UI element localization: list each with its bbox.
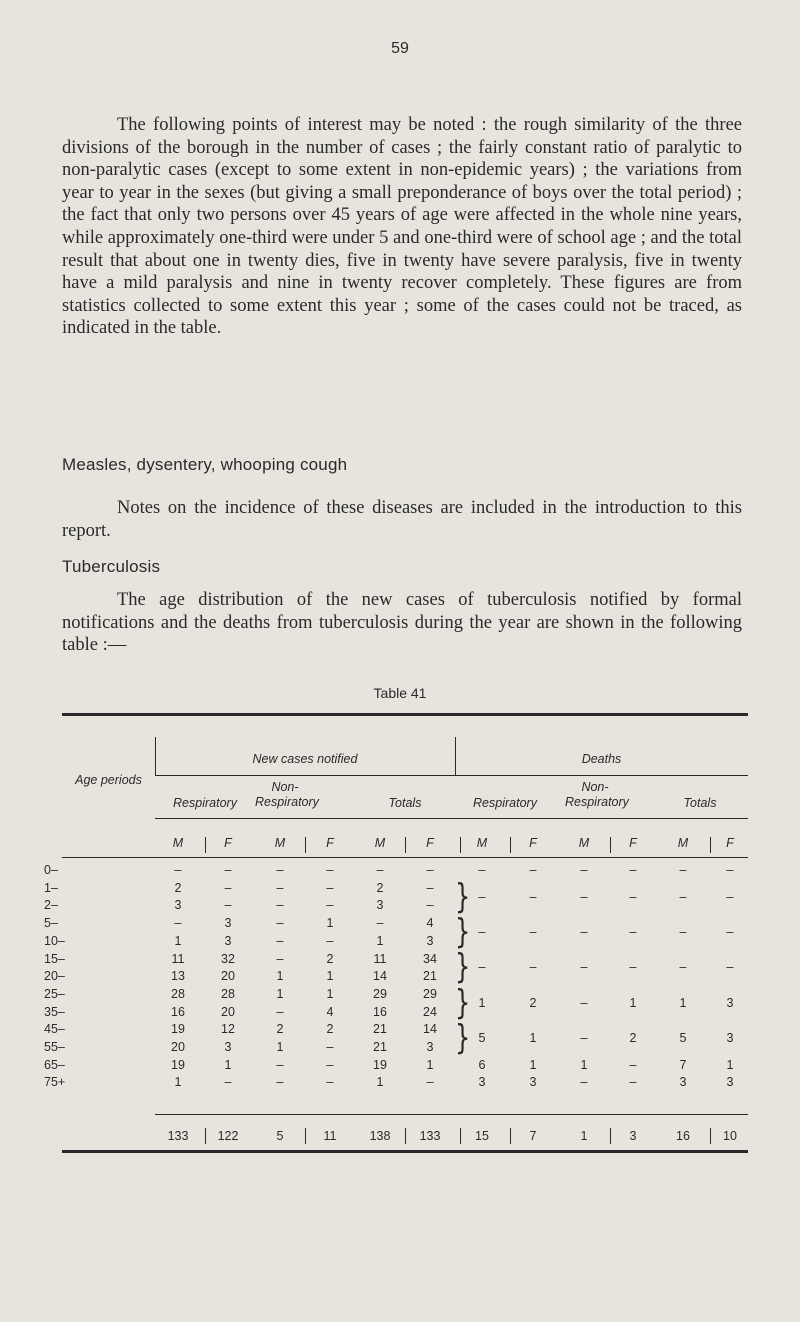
new-cases-cell: – xyxy=(276,863,284,877)
new-cases-cell: – xyxy=(276,916,284,931)
new-cases-cell: – xyxy=(326,933,334,948)
new-cases-cell: – xyxy=(276,1004,284,1019)
new-cases-cell: 24 xyxy=(423,1004,437,1019)
totals-cell: 10 xyxy=(723,1129,737,1143)
new-cases-cell: 3 xyxy=(224,1040,232,1054)
tuberculosis-text: The age distribution of the new cases of tuberculosis notified by formal notifications and the deaths from tuberculosis during the year are shown in the following table :— xyxy=(62,590,742,656)
new-cases-cell: 14 xyxy=(423,1022,437,1037)
column-divider xyxy=(205,837,206,853)
column-divider xyxy=(205,1128,206,1144)
age-period: 1– xyxy=(44,880,58,895)
totals-cell: 1 xyxy=(580,1129,588,1143)
age-periods-header: Age periods xyxy=(75,773,142,787)
new-cases-cell: – xyxy=(224,880,232,895)
totals-cell: 11 xyxy=(323,1129,337,1143)
totals-cell: 133 xyxy=(419,1129,441,1143)
new-cases-cell: 2 xyxy=(326,1022,334,1037)
new-non-respiratory-header: Non- Respiratory xyxy=(255,780,319,809)
column-divider xyxy=(610,1128,611,1144)
measles-text: Notes on the incidence of these diseases are included in the introduction to this report. xyxy=(62,498,742,541)
section-heading-tuberculosis: Tuberculosis xyxy=(62,557,161,576)
new-respiratory-header: Respiratory xyxy=(173,796,237,810)
section-heading-measles: Measles, dysentery, whooping cough xyxy=(62,455,348,474)
new-cases-cell: 20 xyxy=(221,1004,235,1019)
new-cases-cell: 20 xyxy=(171,1040,185,1054)
new-cases-cell: 11 xyxy=(373,951,387,966)
new-cases-cell: 4 xyxy=(326,1004,334,1019)
deaths-cell: 3 xyxy=(679,1075,687,1090)
row-group-brace: } xyxy=(455,947,471,987)
new-cases-cell: 11 xyxy=(171,951,185,966)
deaths-cell: – xyxy=(580,995,588,1010)
deaths-cell: 3 xyxy=(726,1075,734,1090)
deaths-cell: – xyxy=(726,924,734,939)
section-text-measles xyxy=(62,497,742,542)
new-cases-cell: 3 xyxy=(376,898,384,913)
new-cases-cell: 1 xyxy=(426,1057,434,1072)
deaths-cell: 1 xyxy=(580,1057,588,1072)
deaths-cell: 3 xyxy=(478,1075,486,1090)
new-cases-cell: 12 xyxy=(221,1022,235,1037)
new-cases-cell: – xyxy=(224,898,232,913)
new-cases-cell: 1 xyxy=(276,986,284,1001)
deaths-cell: 5 xyxy=(478,1031,486,1046)
new-cases-cell: – xyxy=(224,1075,232,1090)
new-cases-cell: 19 xyxy=(373,1057,387,1072)
new-cases-cell: – xyxy=(426,863,434,877)
column-divider xyxy=(305,1128,306,1144)
row-group-brace: } xyxy=(455,876,471,917)
deaths-cell: – xyxy=(629,863,637,877)
deaths-header: Deaths xyxy=(581,752,622,766)
new-cases-cell: 34 xyxy=(423,951,437,966)
new-cases-cell: 1 xyxy=(276,1040,284,1054)
new-cases-cell: – xyxy=(326,863,334,877)
col-f-header: F xyxy=(326,836,334,850)
new-cases-cell: – xyxy=(276,898,284,913)
age-period: 55– xyxy=(44,1040,65,1054)
age-period: 25– xyxy=(44,986,65,1001)
totals-cell: 122 xyxy=(217,1129,239,1143)
new-cases-cell: 16 xyxy=(373,1004,387,1019)
new-cases-cell: 1 xyxy=(326,969,334,984)
new-cases-cell: 4 xyxy=(426,916,434,931)
new-cases-cell: 2 xyxy=(174,880,182,895)
new-cases-cell: – xyxy=(276,880,284,895)
totals-cell: 7 xyxy=(529,1129,537,1143)
new-cases-cell: 28 xyxy=(221,986,235,1001)
page-number: 59 xyxy=(391,40,409,57)
age-period: 35– xyxy=(44,1004,65,1019)
deaths-cell: – xyxy=(629,924,637,939)
col-m-header: M xyxy=(578,836,590,850)
totals-cell: 133 xyxy=(167,1129,189,1143)
deaths-cell: 1 xyxy=(478,995,486,1010)
deaths-cell: – xyxy=(679,960,687,975)
totals-divider xyxy=(155,1114,748,1115)
new-cases-cell: 1 xyxy=(276,969,284,984)
new-cases-cell: 3 xyxy=(224,933,232,948)
header-divider xyxy=(62,857,748,858)
age-period: 2– xyxy=(44,898,58,913)
header-divider xyxy=(155,775,748,776)
deaths-non-respiratory-header: Non- Respiratory xyxy=(565,780,629,809)
deaths-cell: – xyxy=(529,863,537,877)
deaths-cell: 3 xyxy=(726,995,734,1010)
new-cases-cell: 20 xyxy=(221,969,235,984)
new-cases-cell: – xyxy=(326,898,334,913)
col-f-header: F xyxy=(529,836,537,850)
col-f-header: F xyxy=(224,836,232,850)
deaths-cell: 3 xyxy=(529,1075,537,1090)
table-caption: Table 41 xyxy=(373,685,427,701)
new-cases-cell: – xyxy=(174,863,182,877)
new-cases-cell: 16 xyxy=(171,1004,185,1019)
deaths-cell: 7 xyxy=(679,1057,687,1072)
section-text-tuberculosis xyxy=(62,589,742,657)
deaths-cell: – xyxy=(580,1031,588,1046)
new-cases-cell: 1 xyxy=(224,1057,232,1072)
column-divider xyxy=(460,1128,461,1144)
new-cases-cell: 2 xyxy=(376,880,384,895)
new-cases-cell: 32 xyxy=(221,951,235,966)
column-divider xyxy=(405,1128,406,1144)
new-cases-cell: 1 xyxy=(326,986,334,1001)
new-cases-cell: 19 xyxy=(171,1022,185,1037)
deaths-totals-header: Totals xyxy=(683,796,717,810)
deaths-cell: – xyxy=(580,924,588,939)
new-cases-cell: – xyxy=(276,951,284,966)
deaths-cell: – xyxy=(629,960,637,975)
new-cases-cell: 21 xyxy=(373,1040,387,1054)
new-cases-cell: – xyxy=(326,1075,334,1090)
new-cases-cell: – xyxy=(376,863,384,877)
age-period: 5– xyxy=(44,916,58,931)
age-period: 0– xyxy=(44,863,58,877)
row-group-brace: } xyxy=(455,1018,471,1058)
col-m-header: M xyxy=(274,836,286,850)
totals-cell: 138 xyxy=(369,1129,391,1143)
intro-paragraph xyxy=(62,114,742,340)
deaths-cell: – xyxy=(726,960,734,975)
deaths-cell: 6 xyxy=(478,1057,486,1072)
deaths-cell: 1 xyxy=(679,995,687,1010)
deaths-cell: – xyxy=(529,889,537,904)
deaths-cell: 1 xyxy=(529,1057,537,1072)
new-cases-cell: 28 xyxy=(171,986,185,1001)
col-m-header: M xyxy=(374,836,386,850)
new-cases-cell: – xyxy=(426,880,434,895)
deaths-cell: 2 xyxy=(529,995,537,1010)
age-period: 20– xyxy=(44,969,65,984)
table-bottom-rule xyxy=(62,1150,748,1153)
age-period: 75+ xyxy=(44,1075,66,1090)
deaths-cell: – xyxy=(629,1075,637,1090)
new-cases-cell: 3 xyxy=(426,1040,434,1054)
new-cases-cell: – xyxy=(426,1075,434,1090)
new-cases-cell: – xyxy=(326,1057,334,1072)
deaths-respiratory-header: Respiratory xyxy=(473,796,537,810)
new-cases-cell: 2 xyxy=(276,1022,284,1037)
new-cases-cell: – xyxy=(276,933,284,948)
deaths-cell: 2 xyxy=(629,1031,637,1046)
deaths-cell: – xyxy=(679,863,687,877)
new-cases-cell: – xyxy=(276,1057,284,1072)
deaths-cell: – xyxy=(629,889,637,904)
new-totals-header: Totals xyxy=(388,796,422,810)
new-cases-cell: 3 xyxy=(174,898,182,913)
new-cases-cell: 29 xyxy=(423,986,437,1001)
new-cases-cell: 1 xyxy=(174,1075,182,1090)
new-cases-cell: – xyxy=(326,880,334,895)
column-divider xyxy=(305,837,306,853)
age-period: 15– xyxy=(44,951,65,966)
age-period: 45– xyxy=(44,1022,65,1037)
new-cases-cell: 1 xyxy=(376,1075,384,1090)
deaths-cell: – xyxy=(478,924,486,939)
age-period: 10– xyxy=(44,933,65,948)
deaths-cell: – xyxy=(478,863,486,877)
new-cases-cell: – xyxy=(376,916,384,931)
new-cases-cell: 19 xyxy=(171,1057,185,1072)
new-cases-cell: 1 xyxy=(174,933,182,948)
deaths-cell: – xyxy=(580,1075,588,1090)
new-cases-cell: – xyxy=(276,1075,284,1090)
new-cases-cell: 2 xyxy=(326,951,334,966)
new-cases-header: New cases notified xyxy=(252,752,358,766)
col-f-header: F xyxy=(629,836,637,850)
col-m-header: M xyxy=(172,836,184,850)
col-f-header: F xyxy=(726,836,734,850)
new-cases-cell: – xyxy=(426,898,434,913)
deaths-cell: – xyxy=(580,960,588,975)
deaths-cell: 5 xyxy=(679,1031,687,1046)
new-cases-cell: 14 xyxy=(373,969,387,984)
table-top-rule xyxy=(62,713,748,716)
new-cases-cell: 1 xyxy=(326,916,334,931)
new-cases-cell: 13 xyxy=(171,969,185,984)
header-divider xyxy=(155,818,748,819)
row-group-brace: } xyxy=(455,912,471,952)
deaths-cell: – xyxy=(726,863,734,877)
deaths-cell: – xyxy=(679,924,687,939)
deaths-cell: – xyxy=(726,889,734,904)
deaths-cell: – xyxy=(679,889,687,904)
deaths-cell: – xyxy=(580,889,588,904)
new-cases-cell: 3 xyxy=(426,933,434,948)
new-cases-cell: – xyxy=(174,916,182,931)
new-cases-cell: 1 xyxy=(376,933,384,948)
new-cases-cell: – xyxy=(224,863,232,877)
column-divider xyxy=(610,837,611,853)
deaths-cell: – xyxy=(478,889,486,904)
column-divider xyxy=(460,837,461,853)
totals-cell: 3 xyxy=(629,1129,637,1143)
deaths-cell: – xyxy=(580,863,588,877)
col-m-header: M xyxy=(476,836,488,850)
deaths-cell: – xyxy=(478,960,486,975)
col-f-header: F xyxy=(426,836,434,850)
deaths-cell: 1 xyxy=(629,995,637,1010)
new-cases-cell: 21 xyxy=(423,969,437,984)
deaths-cell: 1 xyxy=(726,1057,734,1072)
deaths-cell: – xyxy=(529,924,537,939)
deaths-cell: 1 xyxy=(529,1031,537,1046)
new-cases-cell: 29 xyxy=(373,986,387,1001)
new-cases-cell: 21 xyxy=(373,1022,387,1037)
col-m-header: M xyxy=(677,836,689,850)
deaths-cell: 3 xyxy=(726,1031,734,1046)
totals-cell: 5 xyxy=(276,1129,284,1143)
deaths-cell: – xyxy=(529,960,537,975)
row-group-brace: } xyxy=(455,983,471,1023)
new-cases-cell: 3 xyxy=(224,916,232,931)
age-period: 65– xyxy=(44,1057,65,1072)
new-cases-cell: – xyxy=(326,1040,334,1054)
intro-text: The following points of interest may be noted : the rough similarity of the three divisions of the borough in the number of cases ; the fairly constant ratio of paralytic to non-paralytic cases (except to some extent in non-epidemic years) ; the variations from year to year in the sexes (but giving a small preponderance of boys over the total period) ; the fact that only two persons over 45 years of age were affected in the whole nine years, while approximately one-third were under 5 and one-third were of school age ; and the total result that about one in twenty dies, five in twenty have severe paralysis, five in twenty have a mild paralysis and nine in twenty recover completely. These figures are from statistics collected to some extent this year ; some of the cases could not be traced, as indicated in the table. xyxy=(62,115,742,339)
deaths-cell: – xyxy=(629,1057,637,1072)
totals-cell: 16 xyxy=(676,1129,690,1143)
column-divider xyxy=(405,837,406,853)
column-divider xyxy=(510,837,511,853)
totals-cell: 15 xyxy=(475,1129,489,1143)
column-divider xyxy=(510,1128,511,1144)
